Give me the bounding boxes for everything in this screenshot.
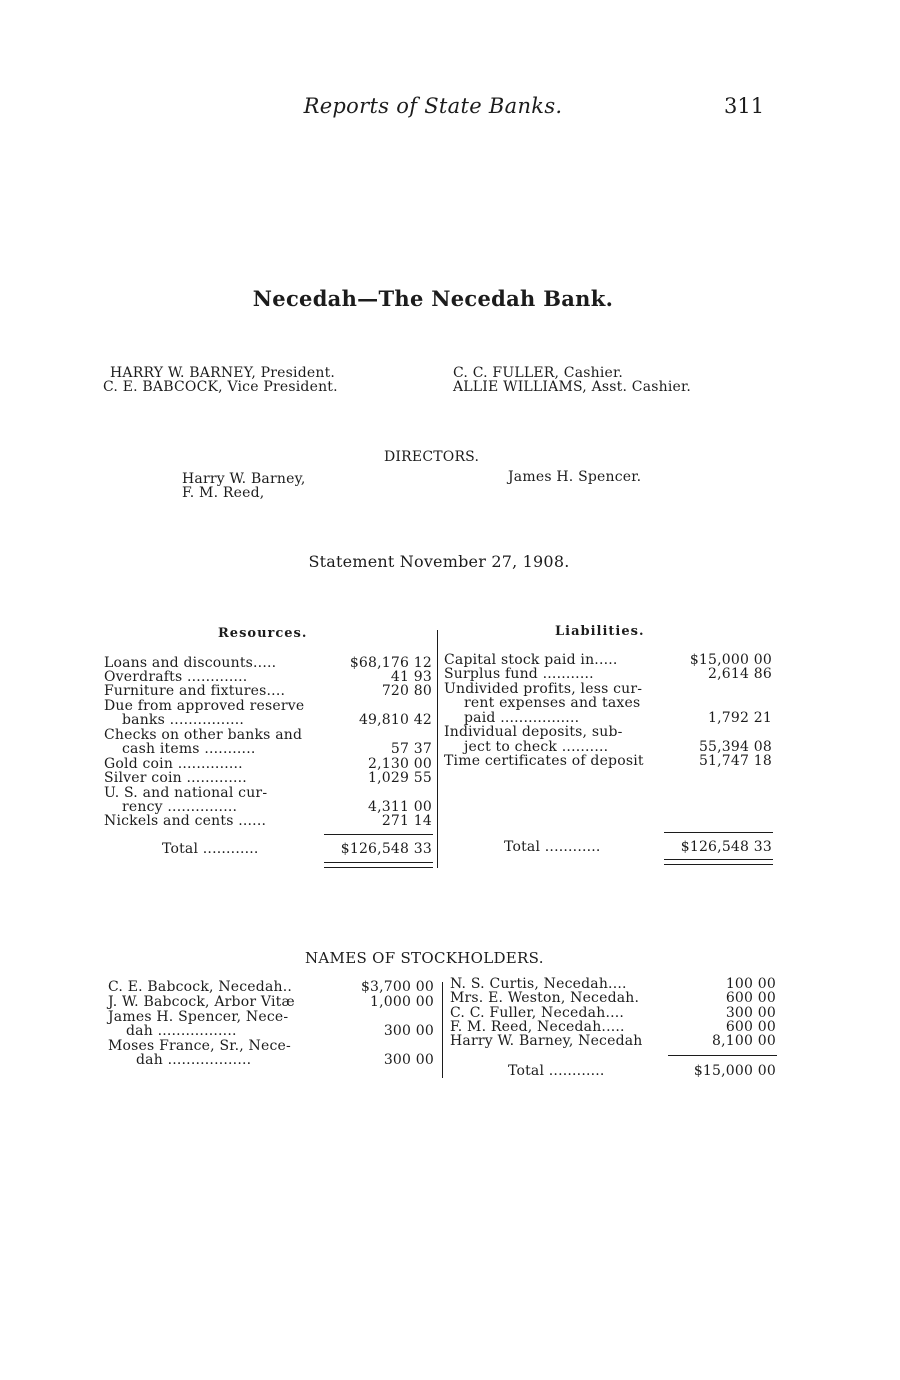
stockholder-amount: 600 00 <box>725 1019 776 1035</box>
stockholder-name: F. M. Reed, Necedah..... <box>450 1019 625 1035</box>
stockholder-name: J. W. Babcock, Arbor Vitæ <box>108 994 295 1010</box>
director-name: James H. Spencer. <box>508 469 642 485</box>
row-label: cash items ........... <box>122 741 256 757</box>
officer-president: HARRY W. BARNEY, President. <box>110 365 336 381</box>
row-label: ject to check .......... <box>464 739 609 755</box>
row-amount: 2,130 00 <box>368 756 432 772</box>
total-label: Total ............ <box>508 1063 605 1079</box>
stockholder-name: dah .................. <box>136 1052 252 1068</box>
row-amount: $15,000 00 <box>689 652 772 668</box>
row-amount: 51,747 18 <box>698 753 772 769</box>
total-label: Total ............ <box>162 841 259 857</box>
director-name: Harry W. Barney, <box>182 471 306 487</box>
statement-column-divider <box>437 630 438 868</box>
total-amount: $126,548 33 <box>340 841 432 857</box>
stockholder-name: Mrs. E. Weston, Necedah. <box>450 990 640 1006</box>
row-label: Due from approved reserve <box>104 698 305 714</box>
row-label: Individual deposits, sub- <box>444 724 623 740</box>
bank-title: Necedah—The Necedah Bank. <box>252 286 614 311</box>
row-amount: 41 93 <box>390 669 432 685</box>
row-label: Surplus fund ........... <box>444 666 594 682</box>
statement-heading: Statement November 27, 1908. <box>308 552 570 571</box>
directors-heading: DIRECTORS. <box>384 449 480 465</box>
row-label: paid ................. <box>464 710 580 726</box>
row-label: rent expenses and taxes <box>464 695 641 711</box>
row-amount: 2,614 86 <box>708 666 772 682</box>
row-amount: $68,176 12 <box>349 655 432 671</box>
liabilities-double-rule <box>664 859 773 865</box>
resources-heading: Resources. <box>218 626 308 641</box>
stockholder-name: Moses France, Sr., Nece- <box>108 1038 291 1054</box>
row-amount: 57 37 <box>390 741 432 757</box>
row-label: Checks on other banks and <box>104 727 303 743</box>
stockholders-column-divider <box>442 982 443 1078</box>
row-amount: 49,810 42 <box>358 712 432 728</box>
total-amount: $15,000 00 <box>693 1063 776 1079</box>
running-title: Reports of State Banks. <box>303 94 563 118</box>
liabilities-heading: Liabilities. <box>555 624 645 639</box>
stockholder-name: Harry W. Barney, Necedah <box>450 1033 643 1049</box>
stockholder-name: C. C. Fuller, Necedah.... <box>450 1005 625 1021</box>
row-label: Gold coin .............. <box>104 756 243 772</box>
row-label: Time certificates of deposit <box>444 753 644 769</box>
row-label: Furniture and fixtures.... <box>104 683 286 699</box>
stockholder-amount: 8,100 00 <box>712 1033 776 1049</box>
row-amount: 720 80 <box>381 683 432 699</box>
total-label: Total ............ <box>504 839 601 855</box>
row-label: banks ................ <box>122 712 245 728</box>
row-label: Nickels and cents ...... <box>104 813 267 829</box>
stockholder-amount: 1,000 00 <box>370 994 434 1010</box>
stockholder-name: C. E. Babcock, Necedah.. <box>108 979 293 995</box>
row-amount: 4,311 00 <box>368 799 432 815</box>
stockholder-name: N. S. Curtis, Necedah.... <box>450 976 627 992</box>
liabilities-total-rule <box>664 832 773 833</box>
officer-cashier: C. C. FULLER, Cashier. <box>453 365 624 381</box>
officer-asst-cashier: ALLIE WILLIAMS, Asst. Cashier. <box>453 379 692 395</box>
row-amount: 1,029 55 <box>368 770 432 786</box>
officer-vice-president: C. E. BABCOCK, Vice President. <box>103 379 338 395</box>
row-amount: 271 14 <box>381 813 432 829</box>
row-label: Overdrafts ............. <box>104 669 248 685</box>
row-label: U. S. and national cur- <box>104 785 268 801</box>
stockholder-amount: 100 00 <box>725 976 776 992</box>
director-name: F. M. Reed, <box>182 485 265 501</box>
stockholder-amount: 300 00 <box>383 1023 434 1039</box>
page-number: 311 <box>724 94 765 118</box>
total-amount: $126,548 33 <box>680 839 772 855</box>
row-label: rency ............... <box>122 799 238 815</box>
row-label: Capital stock paid in..... <box>444 652 618 668</box>
row-amount: 55,394 08 <box>698 739 772 755</box>
row-amount: 1,792 21 <box>708 710 772 726</box>
row-label: Undivided profits, less cur- <box>444 681 643 697</box>
stockholder-name: James H. Spencer, Nece- <box>108 1009 289 1025</box>
stockholder-amount: $3,700 00 <box>360 979 434 995</box>
row-label: Silver coin ............. <box>104 770 247 786</box>
stockholder-amount: 600 00 <box>725 990 776 1006</box>
resources-double-rule <box>324 862 433 868</box>
stockholders-heading: NAMES OF STOCKHOLDERS. <box>305 949 544 967</box>
stockholder-name: dah ................. <box>126 1023 237 1039</box>
row-label: Loans and discounts..... <box>104 655 277 671</box>
stockholder-amount: 300 00 <box>725 1005 776 1021</box>
stockholders-total-rule <box>668 1055 777 1056</box>
resources-total-rule <box>324 834 433 835</box>
stockholder-amount: 300 00 <box>383 1052 434 1068</box>
